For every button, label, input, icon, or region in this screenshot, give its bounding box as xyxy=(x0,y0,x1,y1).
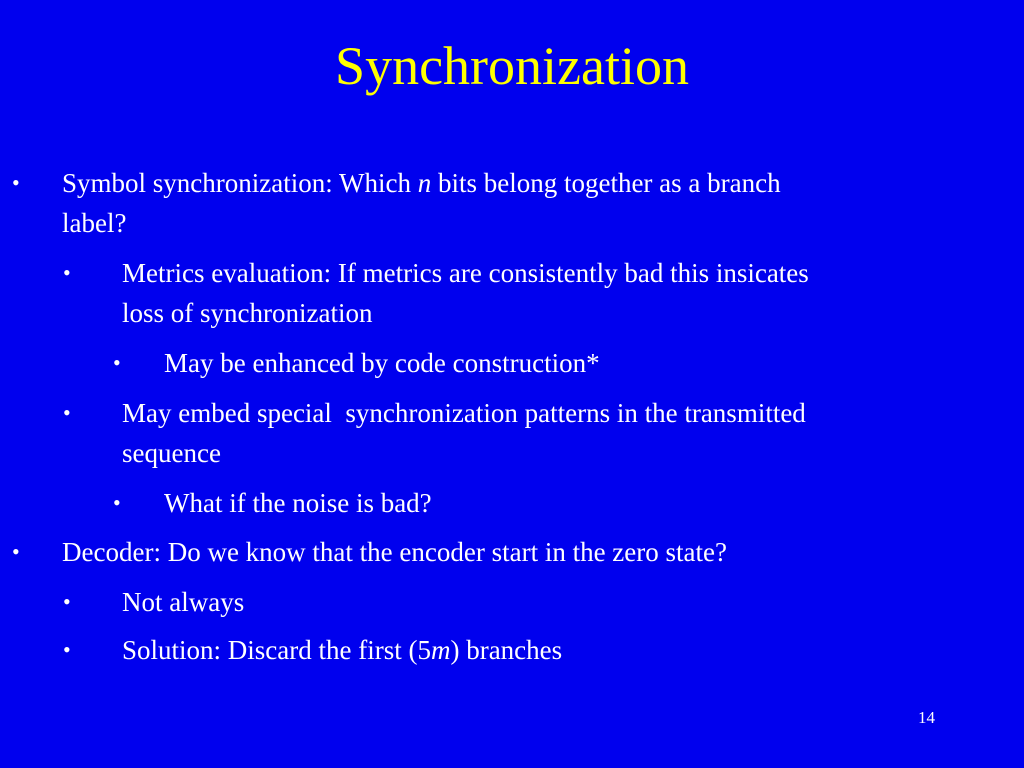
text-segment: Solution: Discard the first (5 xyxy=(122,635,431,665)
bullet-marker: • xyxy=(113,350,121,375)
bullet-text-continuation: loss of synchronization xyxy=(122,298,373,328)
bullet-marker: • xyxy=(63,260,71,285)
text-segment: Symbol synchronization: Which xyxy=(62,168,418,198)
bullet-text: May embed special synchronization patterns in the transmitted xyxy=(122,398,806,428)
math-variable: m xyxy=(430,635,451,665)
bullet-marker: • xyxy=(63,589,71,614)
bullet-marker: • xyxy=(63,400,71,425)
bullet-text: Not always xyxy=(122,587,245,617)
bullet-text-continuation: sequence xyxy=(122,438,221,468)
bullet-text: Decoder: Do we know that the encoder start in the zero state? xyxy=(62,537,727,567)
bullet-marker: • xyxy=(12,170,20,195)
page-number: 14 xyxy=(918,708,935,727)
text-segment: ) branches xyxy=(450,635,563,665)
text-segment: bits belong together as a branch xyxy=(431,168,781,198)
bullet-marker: • xyxy=(113,490,121,515)
bullet-marker: • xyxy=(12,539,20,564)
bullet-marker: • xyxy=(63,637,71,662)
bullet-text: May be enhanced by code construction* xyxy=(164,348,600,378)
bullet-text xyxy=(122,630,562,670)
bullet-text xyxy=(62,163,781,203)
bullet-text: What if the noise is bad? xyxy=(164,488,432,518)
math-variable: n xyxy=(417,168,432,198)
bullet-text-continuation: label? xyxy=(62,208,127,238)
bullet-text: Metrics evaluation: If metrics are consistently bad this insicates xyxy=(122,258,809,288)
slide-title: Synchronization xyxy=(335,36,689,96)
